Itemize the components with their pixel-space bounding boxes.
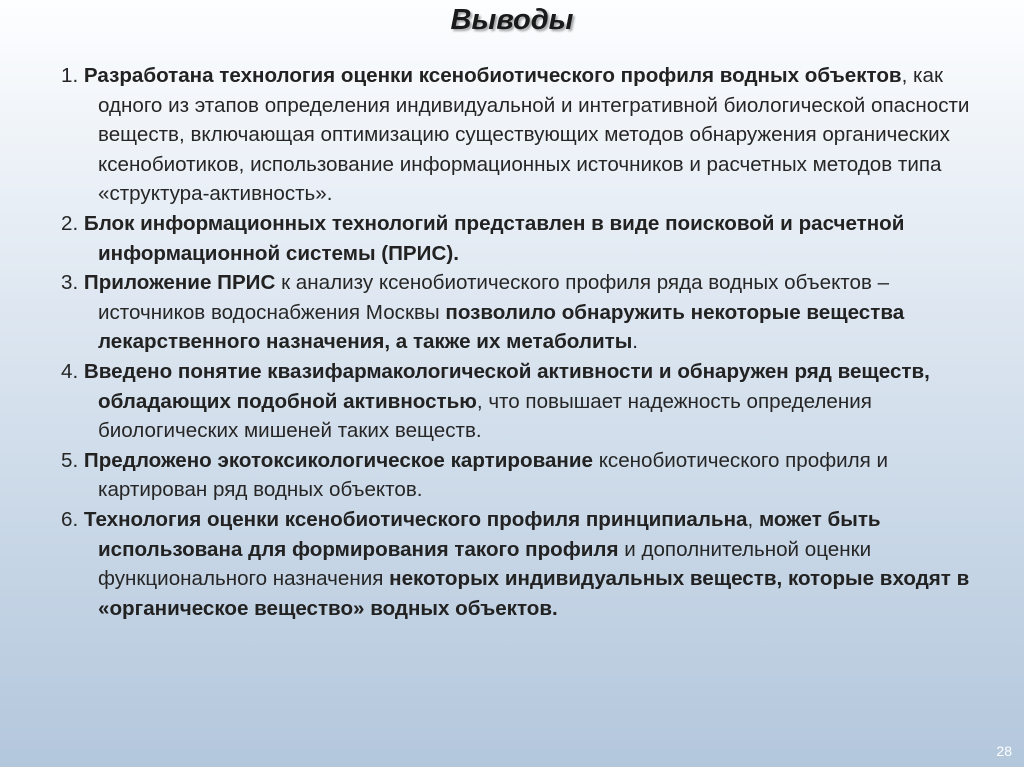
item-text-bold: Блок информационных технологий представлен в виде поисковой и расчетной информационной системы (ПРИС). — [83, 211, 905, 265]
conclusions-list — [61, 61, 1001, 623]
page-number: 28 — [996, 743, 1012, 759]
item-text-bold: некоторых индивидуальных веществ, которые входят в «органическое вещество» водных объектов. — [98, 567, 970, 620]
item-text: к анализу ксенобиотического профиля ряда водных объектов – источников водоснабжения Москвы — [98, 271, 890, 324]
item-text-bold: Введено понятие квазифармакологической активности и обнаружен ряд веществ, обладающих подобной активностью — [83, 359, 930, 413]
item-text-bold: может быть использована для формирования такого профиля — [98, 507, 881, 561]
item-text: . — [632, 330, 639, 354]
item-text: , — [747, 507, 759, 531]
item-number: 2. — [61, 211, 79, 235]
list-item-4 — [61, 357, 1001, 446]
item-text-bold: Приложение ПРИС — [83, 271, 276, 295]
item-text: , как одного из этапов определения индивидуальной и интегративной биологической опасности веществ, включающая оптимизацию существующих методов обнаружения органических ксенобиотиков, использование информационных источников и расчетных методов типа «структура-активность». — [98, 64, 970, 206]
item-text-bold: Технология оценки ксенобиотического профиля принципиальна — [83, 507, 748, 531]
list-item-6 — [61, 505, 1001, 623]
item-number: 4. — [61, 359, 79, 383]
item-text-bold: Предложено экотоксикологическое картирование — [83, 448, 593, 472]
item-text: , что повышает надежность определения биологических мишеней таких веществ. — [98, 389, 872, 443]
item-text-bold: позволило обнаружить некоторые вещества лекарственного назначения, а также их метаболиты — [98, 300, 905, 354]
item-text-bold: Разработана технология оценки ксенобиотического профиля водных объектов — [83, 64, 902, 87]
item-number: 1. — [61, 64, 79, 87]
item-number: 3. — [61, 271, 79, 295]
list-item-2 — [61, 209, 1001, 268]
item-number: 5. — [61, 448, 79, 472]
list-item-3 — [61, 268, 1001, 357]
item-number: 6. — [61, 507, 79, 531]
slide-title: Выводы — [450, 4, 574, 36]
item-text: и дополнительной оценки функционального назначения — [98, 537, 872, 591]
list-item-1 — [61, 61, 1001, 209]
item-text: ксенобиотического профиля и картирован ряд водных объектов. — [98, 448, 889, 502]
list-item-5 — [61, 446, 1001, 505]
